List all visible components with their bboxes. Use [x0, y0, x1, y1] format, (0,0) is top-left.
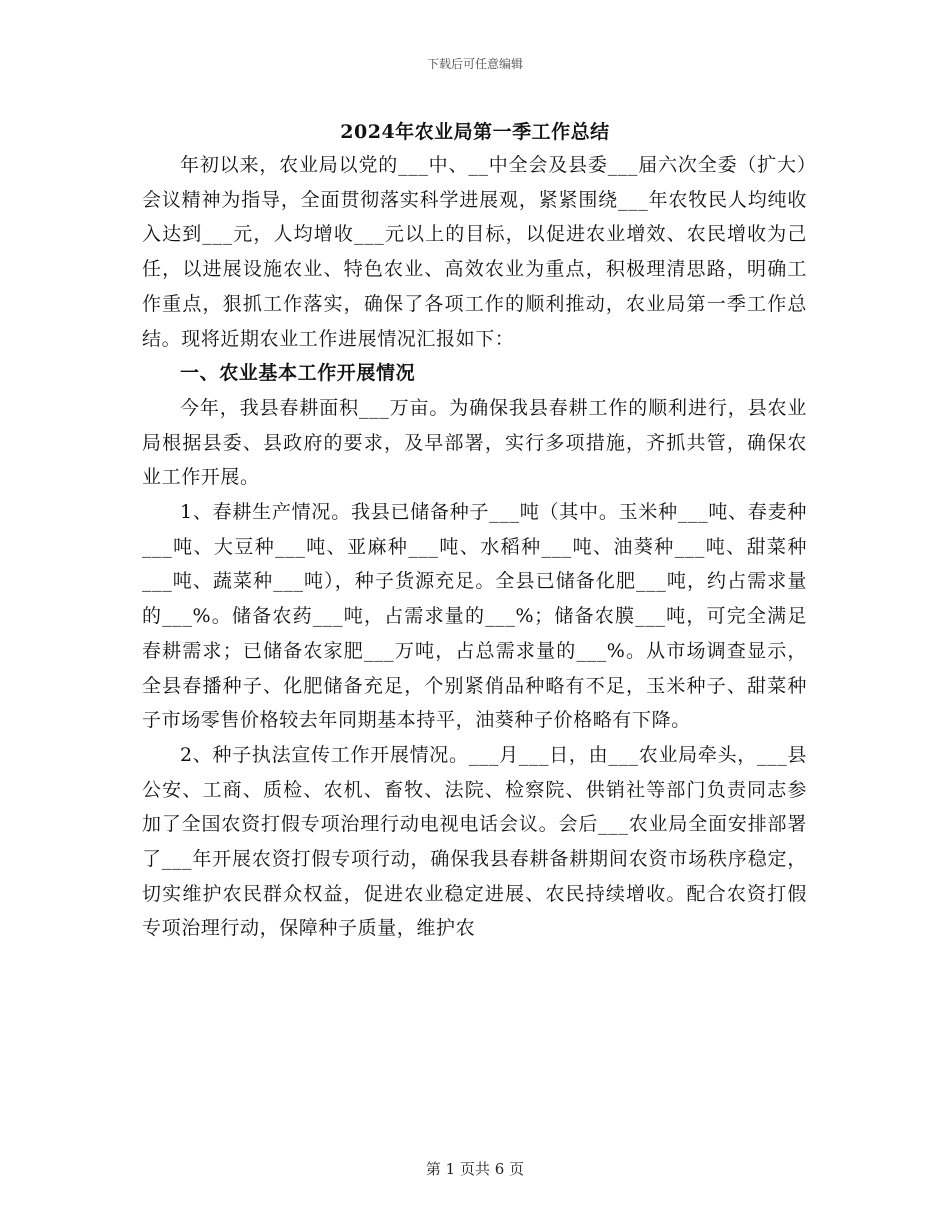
document-title: 2024年农业局第一季工作总结: [340, 121, 610, 143]
paragraph-overview: 今年，我县春耕面积___万亩。为确保我县春耕工作的顺利进行，县农业局根据县委、县政府的要求，及早部署，实行多项措施，齐抓共管，确保农业工作开展。: [142, 396, 807, 489]
section-heading: 一、农业基本工作开展情况: [180, 362, 416, 385]
document-body: [142, 148, 807, 946]
page-footer: 第 1 页共 6 页: [425, 1160, 525, 1178]
paragraph-spring-plowing: 1、春耕生产情况。我县已储备种子___吨（其中。玉米种___吨、春麦种___吨、大豆种___吨、亚麻种___吨、水稻种___吨、油葵种___吨、甜菜种___吨、蔬菜种___吨），种子货源充足。全县已储备化肥___吨，约占需求量的___%。储备农药___吨，占需求量的___%；储备农膜___吨，可完全满足春耕需求；已储备农家肥___万吨，占总需求量的___%。从市场调查显示，全县春播种子、化肥储备充足，个别紧俏品种略有不足，玉米种子、甜菜种子市场零售价格较去年同期基本持平，油葵种子价格略有下降。: [142, 501, 807, 732]
page-header-note: 下载后可任意编辑: [426, 57, 523, 71]
paragraph-intro: 年初以来，农业局以党的___中、__中全会及县委___届六次全委（扩大）会议精神为指导，全面贯彻落实科学进展观，紧紧围绕___年农牧民人均纯收入达到___元，人均增收___元以上的目标，以促进农业增效、农民增收为己任，以进展设施农业、特色农业、高效农业为重点，积极理清思路，明确工作重点，狠抓工作落实，确保了各项工作的顺利推动，农业局第一季工作总结。现将近期农业工作进展情况汇报如下：: [142, 154, 807, 350]
paragraph-seed-enforcement: 2、种子执法宣传工作开展情况。___月___日，由___农业局牵头，___县公安、工商、质检、农机、畜牧、法院、检察院、供销社等部门负责同志参加了全国农资打假专项治理行动电视电话会议。会后___农业局全面安排部署了___年开展农资打假专项行动，确保我县春耕备耕期间农资市场秩序稳定，切实维护农民群众权益，促进农业稳定进展、农民持续增收。配合农资打假专项治理行动，保障种子质量，维护农: [142, 743, 807, 940]
